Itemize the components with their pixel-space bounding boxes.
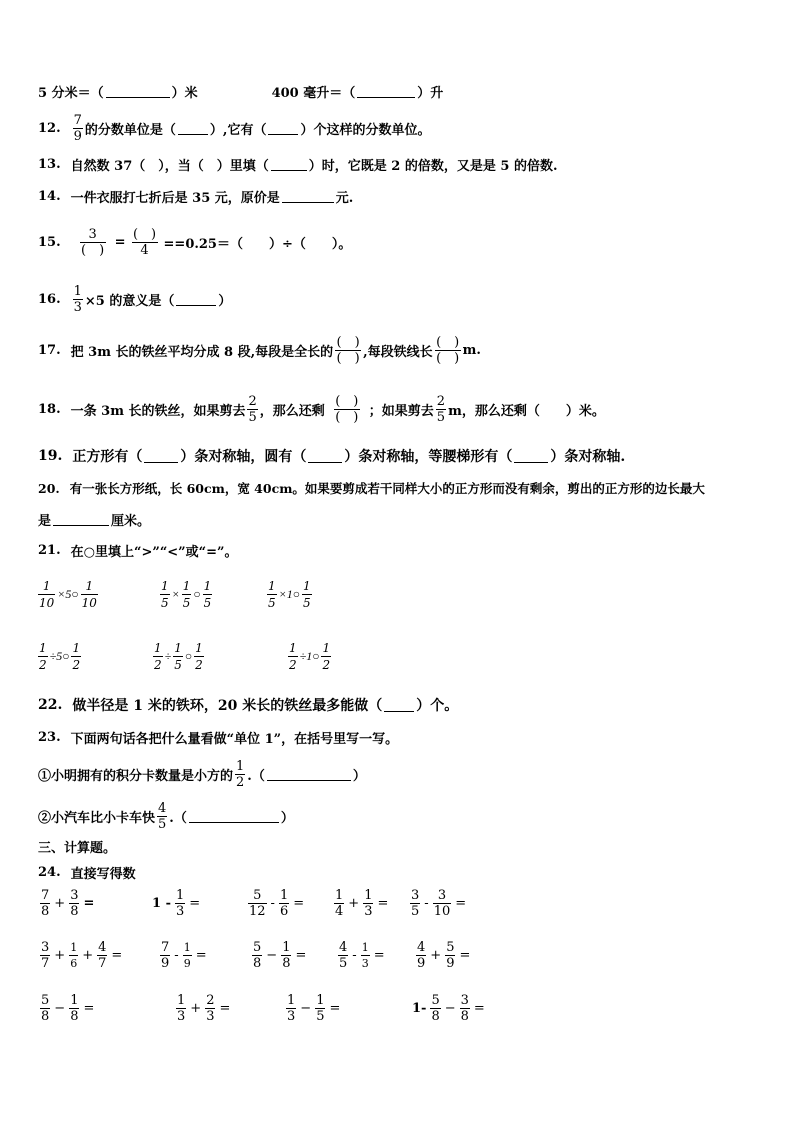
q20-text-1: 有一张长方形纸，长 60cm，宽 40cm。如果要剪成若干同样大小的正方形而没有剩余，剪出的正方形的边长最大 — [69, 481, 705, 496]
answer-blank[interactable] — [282, 190, 334, 203]
q11-text-c: 400 毫升＝（ — [271, 85, 356, 101]
q12-text-2: ）,它有（ — [209, 122, 267, 138]
question-20 — [38, 478, 705, 498]
answer-blank[interactable] — [178, 122, 208, 135]
answer-slot[interactable]: = — [111, 948, 123, 963]
q23-text-1: 下面两句话各把什么量看做“单位 1”，在括号里写一写。 — [70, 731, 399, 747]
q20-text-3: 厘米。 — [111, 513, 151, 529]
q19-text-2: ）条对称轴，圆有（ — [180, 449, 307, 465]
question-number: 13. — [38, 156, 61, 172]
compare-item-1 — [36, 578, 100, 611]
question-20-cont — [38, 509, 150, 529]
answer-slot[interactable]: = — [83, 1001, 95, 1016]
fraction-blank[interactable]: $\frac{( )}{( )}$ — [436, 334, 460, 366]
question-number: 21. — [38, 542, 61, 558]
q21-text-1: 在○里填上“>”“<”或“=”。 — [70, 544, 238, 560]
fraction: $\frac{1}{2}$ — [289, 641, 297, 672]
answer-slot[interactable]: = — [293, 896, 305, 911]
question-23 — [38, 727, 398, 747]
compare-circle[interactable]: ○ — [193, 587, 201, 601]
compare-circle[interactable]: ×1○ — [278, 587, 300, 601]
q18-text-3: ；如果剪去 — [368, 403, 434, 419]
fraction-blank[interactable]: $\frac{( )}{( )}$ — [335, 393, 359, 425]
answer-blank[interactable] — [189, 810, 279, 823]
q19-text-3: ）条对称轴，等腰梯形有（ — [344, 449, 513, 465]
compare-circle[interactable]: ÷1○ — [299, 649, 320, 663]
fraction: $\frac{1}{5}$ — [268, 579, 276, 610]
compare-circle[interactable]: ○ — [184, 649, 193, 663]
q22-text-1: 做半径是 1 米的铁环，20 米长的铁丝最多能做（ — [72, 698, 383, 714]
answer-slot[interactable]: = — [295, 948, 307, 963]
answer-blank[interactable] — [308, 450, 342, 463]
q11-text-b: ）米 — [171, 85, 198, 101]
question-22 — [38, 695, 458, 715]
section-heading — [38, 836, 116, 856]
question-number: 14. — [38, 188, 61, 204]
calc-item: $\frac{7}{8}$ + $\frac{3}{8}$ = — [41, 888, 95, 919]
fraction: $\frac{1}{10}$ — [81, 579, 97, 610]
calc-item: $\frac{4}{5}$ - $\frac{1}{3}$ = — [339, 940, 385, 971]
question-number: 23. — [38, 729, 61, 745]
answer-slot[interactable]: = — [219, 1001, 231, 1016]
calc-item: $\frac{3}{7}$ + $\frac{1}{6}$ + $\frac{4}{7}$ = — [41, 940, 123, 971]
question-number: 20. — [38, 480, 60, 496]
fraction: $\frac{4}{5}$ — [158, 800, 167, 832]
q13-text-1: 自然数 37（ ），当（ ）里填（ — [70, 158, 269, 174]
q17-text-3: m. — [462, 342, 481, 358]
answer-slot[interactable]: = — [459, 948, 471, 963]
answer-slot[interactable]: = — [329, 1001, 341, 1016]
question-12 — [38, 112, 431, 144]
q19-text-4: ）条对称轴. — [550, 449, 626, 465]
question-17 — [38, 334, 481, 366]
compare-item-6 — [286, 640, 333, 673]
question-number: 18. — [38, 401, 61, 417]
q23a-text-3: ） — [352, 768, 366, 784]
q20-text-2: 是 — [38, 513, 52, 529]
fraction: $\frac{1}{3}$ — [73, 283, 82, 315]
answer-blank[interactable] — [176, 293, 216, 306]
question-21 — [38, 540, 238, 560]
calc-item: $\frac{4}{9}$ + $\frac{5}{9}$ = — [417, 940, 471, 971]
fraction: $\frac{2}{5}$ — [436, 393, 446, 425]
q11-text-d: ）升 — [417, 85, 444, 101]
question-24 — [38, 862, 136, 882]
q16-text-2: ） — [218, 293, 232, 309]
fraction: $\frac{1}{5}$ — [174, 641, 182, 672]
question-13 — [38, 154, 557, 174]
q14-text-2: 元. — [335, 190, 354, 206]
question-number: 22. — [38, 697, 63, 713]
question-number: 24. — [38, 864, 61, 880]
question-number: 15. — [38, 234, 61, 250]
q13-text-2: ）时，它既是 2 的倍数，又是是 5 的倍数. — [308, 158, 558, 174]
question-19 — [38, 446, 625, 466]
question-14 — [38, 186, 353, 206]
answer-slot[interactable]: = — [189, 896, 201, 911]
question-number: 17. — [38, 342, 61, 358]
fraction: $\frac{1}{2}$ — [154, 641, 162, 672]
fraction: $\frac{1}{10}$ — [39, 579, 55, 610]
fraction: $\frac{3}{( )}$ — [81, 226, 105, 258]
compare-item-4 — [36, 640, 83, 673]
calc-item: $\frac{1}{4}$ + $\frac{1}{3}$ = — [335, 888, 389, 919]
calc-item: $\frac{5}{8}$ − $\frac{1}{8}$ = — [41, 993, 95, 1024]
question-number: 12. — [38, 120, 61, 136]
compare-item-2: $\frac{1}{5}$ × $\frac{1}{5}$ ○ $\frac{1}{5}$ — [161, 579, 212, 610]
answer-slot[interactable]: = — [377, 896, 389, 911]
q15-text-1: ==0.25＝（ ）÷（ ）。 — [163, 236, 352, 252]
question-16 — [38, 284, 231, 314]
calc-item: $\frac{1}{3}$ − $\frac{1}{5}$ = — [287, 993, 341, 1024]
answer-slot[interactable]: = — [195, 948, 207, 963]
q18-text-2: ，那么还剩 — [259, 403, 325, 419]
answer-blank[interactable] — [384, 699, 414, 712]
question-number: 19. — [38, 448, 63, 464]
q14-text-1: 一件衣服打七折后是 35 元，原价是 — [70, 190, 280, 206]
q17-text-2: ,每段铁线长 — [363, 344, 433, 360]
answer-blank[interactable] — [106, 85, 170, 98]
q19-text-1: 正方形有（ — [72, 449, 143, 465]
fraction: $\frac{2}{5}$ — [248, 393, 257, 425]
compare-circle[interactable]: ÷5○ — [49, 649, 70, 663]
q12-text-3: ）个这样的分数单位。 — [300, 122, 431, 138]
question-15 — [38, 226, 351, 258]
q23b-text-3: ） — [280, 810, 294, 826]
fraction: $\frac{( )}{4}$ — [132, 226, 157, 258]
q18-text-4: m，那么还剩（ ）米。 — [448, 403, 605, 419]
fraction: $\frac{1}{2}$ — [195, 641, 203, 672]
calc-item: $\frac{7}{9}$ - $\frac{1}{9}$ = — [161, 940, 207, 971]
q23b-text-2: .（ — [169, 810, 187, 826]
question-number: 16. — [38, 291, 61, 307]
answer-slot[interactable]: = — [455, 896, 467, 911]
fraction-blank[interactable]: $\frac{( )}{( )}$ — [336, 334, 360, 366]
question-23-a — [38, 758, 366, 790]
answer-blank[interactable] — [268, 122, 298, 135]
section-title: 三、计算题。 — [38, 840, 117, 856]
q23a-text-1: ①小明拥有的积分卡数量是小方的 — [38, 768, 234, 784]
fraction: $\frac{1}{5}$ — [203, 579, 212, 610]
question-11 — [38, 81, 443, 101]
fraction: $\frac{1}{2}$ — [322, 641, 331, 672]
q12-text-1: 的分数单位是（ — [84, 122, 176, 138]
compare-circle[interactable]: ×5○ — [57, 587, 79, 601]
answer-blank[interactable] — [144, 450, 178, 463]
fraction: $\frac{1}{2}$ — [39, 641, 47, 672]
q23a-text-2: .（ — [247, 768, 265, 784]
answer-blank[interactable] — [271, 158, 307, 171]
compare-item-3 — [265, 578, 314, 611]
question-18 — [38, 393, 605, 425]
q16-text-1: ×5 的意义是（ — [84, 293, 175, 309]
q18-text-1: 一条 3m 长的铁丝，如果剪去 — [70, 403, 246, 419]
q11-text-a: 5 分米＝（ — [38, 85, 104, 101]
q17-text-1: 把 3m 长的铁丝平均分成 8 段,每段是全长的 — [70, 344, 334, 360]
answer-blank[interactable] — [53, 513, 109, 526]
answer-slot[interactable]: = — [473, 1001, 485, 1016]
q24-text-1: 直接写得数 — [70, 866, 136, 882]
answer-blank[interactable] — [267, 768, 351, 781]
question-23-b — [38, 800, 294, 832]
fraction: $\frac{1}{5}$ — [303, 579, 311, 610]
calc-item: $\frac{3}{5}$ - $\frac{3}{10}$ = — [411, 888, 467, 919]
q22-text-2: ）个。 — [416, 698, 459, 714]
answer-slot[interactable]: = — [373, 948, 385, 963]
calc-item: $\frac{1}{3}$ + $\frac{2}{3}$ = — [177, 993, 231, 1024]
fraction: $\frac{1}{2}$ — [236, 758, 245, 790]
answer-slot[interactable]: = — [83, 896, 95, 911]
fraction: $\frac{1}{2}$ — [72, 641, 81, 672]
calc-item: $\frac{5}{8}$ − $\frac{1}{8}$ = — [253, 940, 307, 971]
fraction: $\frac{1}{5}$ — [161, 579, 169, 610]
equals-sign: = — [114, 234, 126, 250]
compare-item-5: $\frac{1}{2}$ ÷ $\frac{1}{5}$ ○ $\frac{1}{2}$ — [154, 641, 203, 672]
q23b-text-1: ②小汽车比小卡车快 — [38, 810, 156, 826]
calc-item: 1 - $\frac{1}{3}$ = — [152, 888, 201, 919]
answer-blank[interactable] — [514, 450, 548, 463]
fraction: $\frac{1}{5}$ — [182, 579, 191, 610]
answer-blank[interactable] — [357, 85, 415, 98]
fraction: $\frac{7}{9}$ — [73, 112, 82, 144]
calc-item: $\frac{5}{12}$ - $\frac{1}{6}$ = — [249, 888, 305, 919]
calc-item: 1- $\frac{5}{8}$ − $\frac{3}{8}$ = — [412, 993, 485, 1024]
